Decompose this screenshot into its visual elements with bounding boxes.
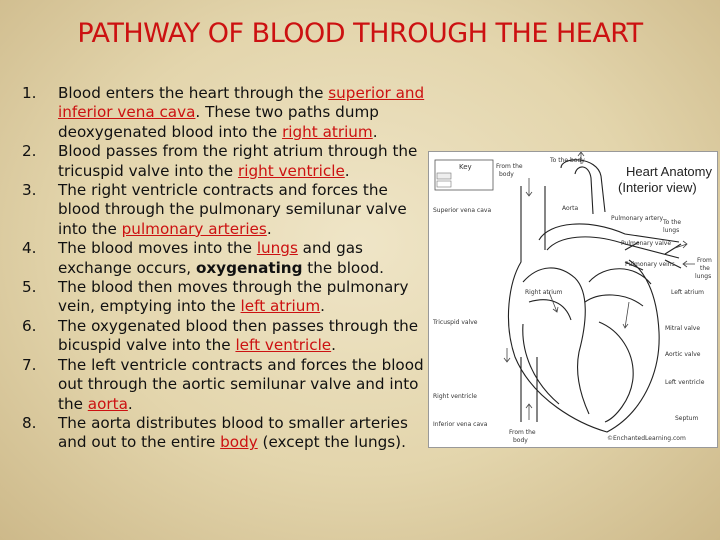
step-link[interactable]: superior and inferior vena cava (58, 84, 425, 122)
step-text-fragment: . (127, 394, 133, 413)
step-item (22, 317, 427, 356)
diagram-credit: ©EnchantedLearning.com (607, 435, 686, 442)
step-number: 5. (22, 278, 37, 297)
heart-diagram-svg (429, 152, 717, 447)
step-link[interactable]: body (220, 433, 258, 452)
diagram-title: Heart Anatomy (626, 164, 712, 179)
step-item (22, 239, 427, 278)
step-text-fragment: The aorta distributes blood to smaller arteries and out to the entire (58, 413, 408, 452)
step-text-fragment: The blood then moves through the pulmonary vein, emptying into the (58, 278, 409, 316)
step-text-fragment: . (266, 219, 272, 238)
label-right-atrium: Right atrium (525, 289, 563, 296)
label-mitral-valve: Mitral valve (665, 325, 701, 332)
step-number: 3. (22, 181, 37, 200)
step-item (22, 414, 427, 453)
step-text-fragment: the blood. (302, 258, 384, 277)
label-tricuspid-valve: Tricuspid valve (433, 319, 478, 326)
step-number: 7. (22, 355, 37, 374)
step-text (58, 142, 427, 181)
label-inferior-vena-cava: Inferior vena cava (433, 421, 488, 428)
key-label: Key (459, 163, 472, 171)
label-aortic-valve: Aortic valve (665, 351, 701, 358)
label-left-ventricle: Left ventricle (665, 379, 705, 386)
step-link[interactable]: right atrium (282, 122, 373, 141)
step-text-fragment: . These two paths dump deoxygenated blood into the (58, 103, 379, 141)
step-number: 1. (22, 84, 37, 102)
step-text-fragment: The left ventricle contracts and forces the blood out through the aortic semilunar valve and into the (58, 355, 424, 413)
label-right-ventricle: Right ventricle (433, 393, 477, 400)
pathway-steps-list (22, 84, 427, 453)
step-link[interactable]: left atrium (240, 297, 321, 316)
step-number: 6. (22, 316, 37, 335)
heart-anatomy-diagram (428, 151, 718, 448)
label-pulmonary-veins: Pulmonary veins (625, 261, 675, 268)
label-from-the-body-bottom-1: From the (509, 429, 536, 436)
step-text (58, 414, 427, 453)
step-link[interactable]: left ventricle (235, 336, 332, 355)
label-superior-vena-cava: Superior vena cava (433, 207, 492, 214)
label-to-the-body-top: To the body (550, 157, 585, 164)
step-text-fragment: . (372, 122, 378, 141)
label-to-the-lungs-2: lungs (663, 227, 680, 234)
step-item (22, 356, 427, 414)
step-text (58, 239, 427, 278)
label-septum: Septum (675, 415, 699, 422)
step-number: 2. (22, 142, 37, 161)
step-text (58, 181, 427, 239)
page-title: PATHWAY OF BLOOD THROUGH THE HEART (77, 18, 643, 49)
step-link[interactable]: pulmonary arteries (121, 219, 267, 238)
step-number: 8. (22, 413, 37, 432)
step-link[interactable]: right ventricle (237, 161, 345, 180)
label-aorta: Aorta (562, 205, 579, 212)
key-swatch-blue (437, 173, 451, 179)
step-text-fragment: Blood passes from the right atrium through the tricuspid valve into the (58, 142, 418, 180)
label-to-the-lungs-1: To the (663, 219, 682, 226)
step-text-fragment: . (344, 161, 350, 180)
label-from-the-body-top-1: From the (496, 163, 523, 170)
step-number: 4. (22, 239, 37, 258)
step-text (58, 356, 427, 414)
step-text-fragment: (except the lungs). (257, 433, 406, 452)
step-text (58, 84, 427, 142)
key-swatch-red (437, 181, 451, 187)
step-text (58, 317, 427, 356)
step-emphasis: oxygenating (195, 258, 303, 277)
step-text-fragment: The oxygenated blood then passes through the bicuspid valve into the (58, 316, 419, 355)
label-from-the-body-bottom-2: body (513, 437, 528, 444)
step-item (22, 84, 427, 142)
label-from-the-lungs-2: the (700, 265, 710, 272)
label-from-the-body-top-2: body (499, 171, 514, 178)
step-item (22, 142, 427, 181)
step-text-fragment: The right ventricle contracts and forces the blood through the pulmonary semilunar valve into the (58, 181, 407, 238)
label-from-the-lungs-3: lungs (695, 273, 712, 280)
step-item (22, 278, 427, 317)
diagram-subtitle: (Interior view) (618, 180, 697, 195)
label-from-the-lungs-1: From (697, 257, 712, 264)
label-left-atrium: Left atrium (671, 289, 705, 296)
step-text-fragment: . (331, 336, 336, 355)
step-link[interactable]: aorta (87, 394, 128, 413)
step-text-fragment: Blood enters the heart through the (58, 84, 329, 102)
label-pulmonary-valve: Pulmonary valve (621, 240, 672, 247)
label-pulmonary-artery: Pulmonary artery (611, 215, 664, 222)
step-item (22, 181, 427, 239)
step-text-fragment: and gas exchange occurs, (58, 239, 363, 277)
step-text-fragment: . (320, 297, 325, 316)
step-text-fragment: The blood moves into the (58, 239, 257, 258)
step-text (58, 278, 427, 317)
step-link[interactable]: lungs (256, 239, 298, 258)
